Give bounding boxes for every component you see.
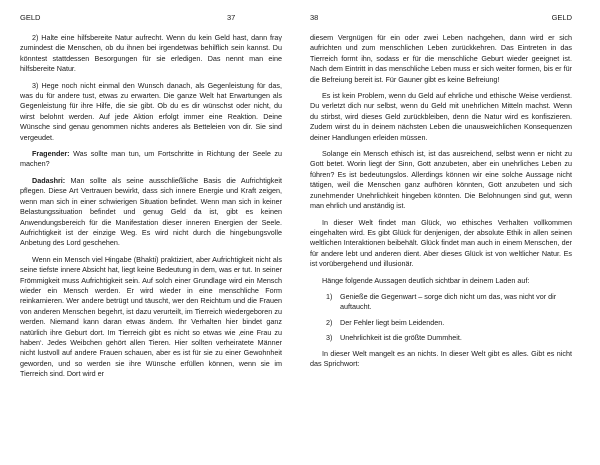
list-text: Genieße die Gegenwart – sorge dich nicht um das, was nicht vor dir auftaucht.	[340, 291, 557, 312]
speaker-label: Dadashri:	[32, 175, 66, 185]
list-number: 1)	[326, 291, 333, 301]
page-number: 38	[310, 13, 319, 22]
list-item	[310, 318, 572, 328]
running-title: GELD	[551, 13, 572, 22]
list-number: 2)	[326, 317, 333, 327]
list-text: Unehrlichkeit ist die größte Dummheit.	[340, 333, 462, 343]
page-header	[310, 11, 572, 25]
list-item	[310, 292, 572, 313]
paragraph: Solange ein Mensch ethisch ist, ist das ausreichend, selbst wenn er nicht zu Gott betet. Worin liegt der Sinn, Gott anzubeten, aber ein unehrliches Leben zu führen? Es ist bedeutungslos. Allerdings können wir eine solche Aussage nicht tätigen, weil die Menschen ganz aufhören könnten, Gott anzubeten und sich zunehmender Unehrlichkeit hingeben könnten. Die Belohnungen sind gut, wenn man ehrlich und anständig ist.	[310, 149, 572, 211]
paragraph: In dieser Welt mangelt es an nichts. In dieser Welt gibt es alles. Gibt es nicht das Sprichwort:	[310, 348, 572, 368]
running-title: GELD	[20, 13, 41, 22]
statement-list	[310, 292, 572, 344]
paragraph: Hänge folgende Aussagen deutlich sichtbar in deinem Laden auf:	[322, 275, 530, 285]
paragraph: 2) Halte eine hilfsbereite Natur aufrecht. Wenn du kein Geld hast, dann fraγ zumindest die Menschen, ob du ihnen bei irgendetwas behilflich sein kannst. Du könntest stattdessen Besorgungen für sie erledigen. Das nennt man eine hilfsbereite Natur.	[20, 33, 282, 74]
list-number: 3)	[326, 333, 333, 343]
paragraph: diesem Vergnügen für ein oder zwei Leben nachgehen, dann wird er sich aufrichten und zum menschlichen Leben zurückkehren. Das Eintreten in das Tierreich formt ihn, sodass er für die menschliche Geburt wieder geeignet ist. Nach dem Eintritt in das menschliche Leben muss er sich weiter formen, bis er für die Befreiung bereit ist. Für Gauner gibt es keine Befreiung!	[310, 33, 572, 84]
answer-paragraph	[20, 176, 282, 249]
paragraph: In dieser Welt findet man Glück, wo ethisches Verhalten vollkommen eingehalten wird. Es gibt Glück für denjenigen, der absolute Ethik in allen seinen weltlichen Interaktionen beibehält. Glück findet man auch in einem Menschen, der für andere lebt und anderen dient. Aber dieses Glück ist von weltlicher Natur. Es ist vorübergehend und illusionär.	[310, 217, 572, 269]
left-page	[20, 0, 282, 465]
question-paragraph	[20, 149, 282, 170]
page-body	[310, 33, 572, 369]
paragraph: Es ist kein Problem, wenn du Geld auf ehrliche und ethische Weise verdienst. Du verletzt dich nur selbst, wenn du Geld mit unehrlichen Mitteln machst. Wenn du stirbst, wird dieses Geld zurückbleiben, denn die Natur wird es konfiszieren. Zudem wirst du in deinem nächsten Leben die unausweichlichen Konsequenzen deiner Handlungen erleiden müssen.	[310, 91, 572, 142]
speaker-label: Fragender:	[32, 149, 70, 159]
question-text: Was sollte man tun, um Fortschritte in Richtung der Seele zu machen?	[20, 149, 282, 169]
right-page	[310, 0, 572, 465]
page-number: 37	[227, 13, 236, 22]
answer-text: Man sollte als seine ausschließliche Basis die Aufrichtigkeit pflegen. Diese Art Vertrauen bewirkt, dass sich innere Energie und Kraft zeigen, wenn man sich in einer schwierigen Situation befindet. Wenn man sich in keiner Belastungssituation befindet und genug Geld da ist, gibt es keinen Anwendungsbereich für die Manifestation dieser inneren Energien der Seele. Aufrichtigkeit ist der einzige Weg. Es wird nicht durch die hingebungsvolle Anbetung des Lord geschehen.	[20, 175, 282, 248]
page-header	[20, 11, 282, 25]
paragraph: Wenn ein Mensch viel Hingabe (Bhakti) praktiziert, aber Aufrichtigkeit nicht als seine tiefste innere Absicht hat, liegt keine Bedeutung in dem, was er tut. In seiner Frömmigkeit muss Aufrichtigkeit sein. Auf solch einer Grundlage wird ein Mensch wieder ein Mensch werden. Er wird wieder in eine menschliche Form reinkarnieren. Wer andere betrügt und täuscht, wer den Reichtum und die Frauen von anderen Menschen begehrt, ist dazu verurteilt, im Tierreich wiedergeboren zu werden. Niemand kann daran etwas ändern. Ihr Verhalten hier bindet ganz natürlich ihre Geburt dort. Im Tierreich gibt es nicht so etwas wie ‚eine Frau zu haben‘. Jedes Weibchen gehört allen Tieren. Hier sollten verheiratete Männer nicht lustvoll auf andere Frauen schauen, aber es ist für sie zu einer Gewohnheit geworden, und so werden sie ihre Wünsche erfüllen können, wenn sie im Tierreich sind. Dort wird er	[20, 254, 282, 379]
list-text: Der Fehler liegt beim Leidenden.	[340, 317, 445, 327]
page-body	[20, 33, 282, 380]
list-item	[310, 333, 572, 343]
paragraph: 3) Hege noch nicht einmal den Wunsch danach, als Gegenleistung für das, was du für andere tust, etwas zu erwarten. Die ganze Welt hat Erwartungen als Gegenleistung für ihre Hilfe, die sie gibt. Ob du es dir wünschst oder nicht, du wirst belohnt werden. Auf jede Aktion erfolgt immer eine Reaktion. Deine Wünsche sind genau genommen nichts anderes als Betteleien von dir. Sie sind vergeudet.	[20, 80, 282, 142]
